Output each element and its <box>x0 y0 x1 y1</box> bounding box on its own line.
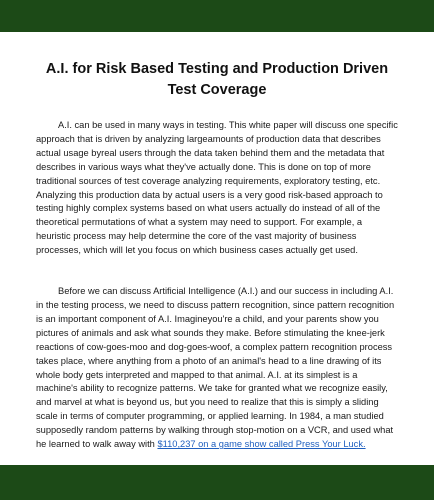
press-your-luck-link[interactable]: $110,237 on a game show called Press Your Luck. <box>157 439 366 450</box>
document-title: A.I. for Risk Based Testing and Production Driven Test Coverage <box>45 61 389 98</box>
body-paragraph-1: A.I. can be used in many ways in testing. This white paper will discuss one specific approach that is driven by analyzing largeamounts of production data that describes actual usage byreal users through the data taken behind them and the metadata that describes in various ways what they've actually done. This is done on top of more traditional sources of test coverage analyzing requirements, exploratory testing, etc. Analyzing this production data by actual users is a very good risk-based approach to testing highly complex systems based on what users actually do instead of all of the theoretical permutations of what a system may need to support. For example, a heuristic process may help determine the core of the vast majority of business processes, which will let you focus on which business cases actually get used. <box>36 120 398 256</box>
body-paragraph-2 <box>36 285 398 452</box>
top-frame-bar <box>0 0 434 32</box>
bottom-frame-bar <box>0 465 434 500</box>
body-paragraph-2-text: Before we can discuss Artificial Intelligence (A.I.) and our success in including A.I. in the testing process, we need to discuss pattern recognition, since pattern recognition is an important component of A.I. Imagineyou're a child, and your parents show you pictures of animals and ask what sounds they make. Before stimulating the knee-jerk reactions of cow-goes-moo and dog-goes-woof, a complex pattern recognition process takes place, where anything from a photo of an animal's head to a line drawing of its whole body gets interpreted and mapped to that animal. A.I. at its simplest is a machine's ability to recognize patterns. We take for granted what we recognize easily, and marvel at what is beyond us, but you need to realize that this is simply a sliding scale in terms of computer programming, or applied learning. In 1984, a man studied supposedly random patterns by walking through stop-motion on a VCR, and used what he learned to walk away with <box>36 286 395 450</box>
document-page <box>0 32 434 465</box>
